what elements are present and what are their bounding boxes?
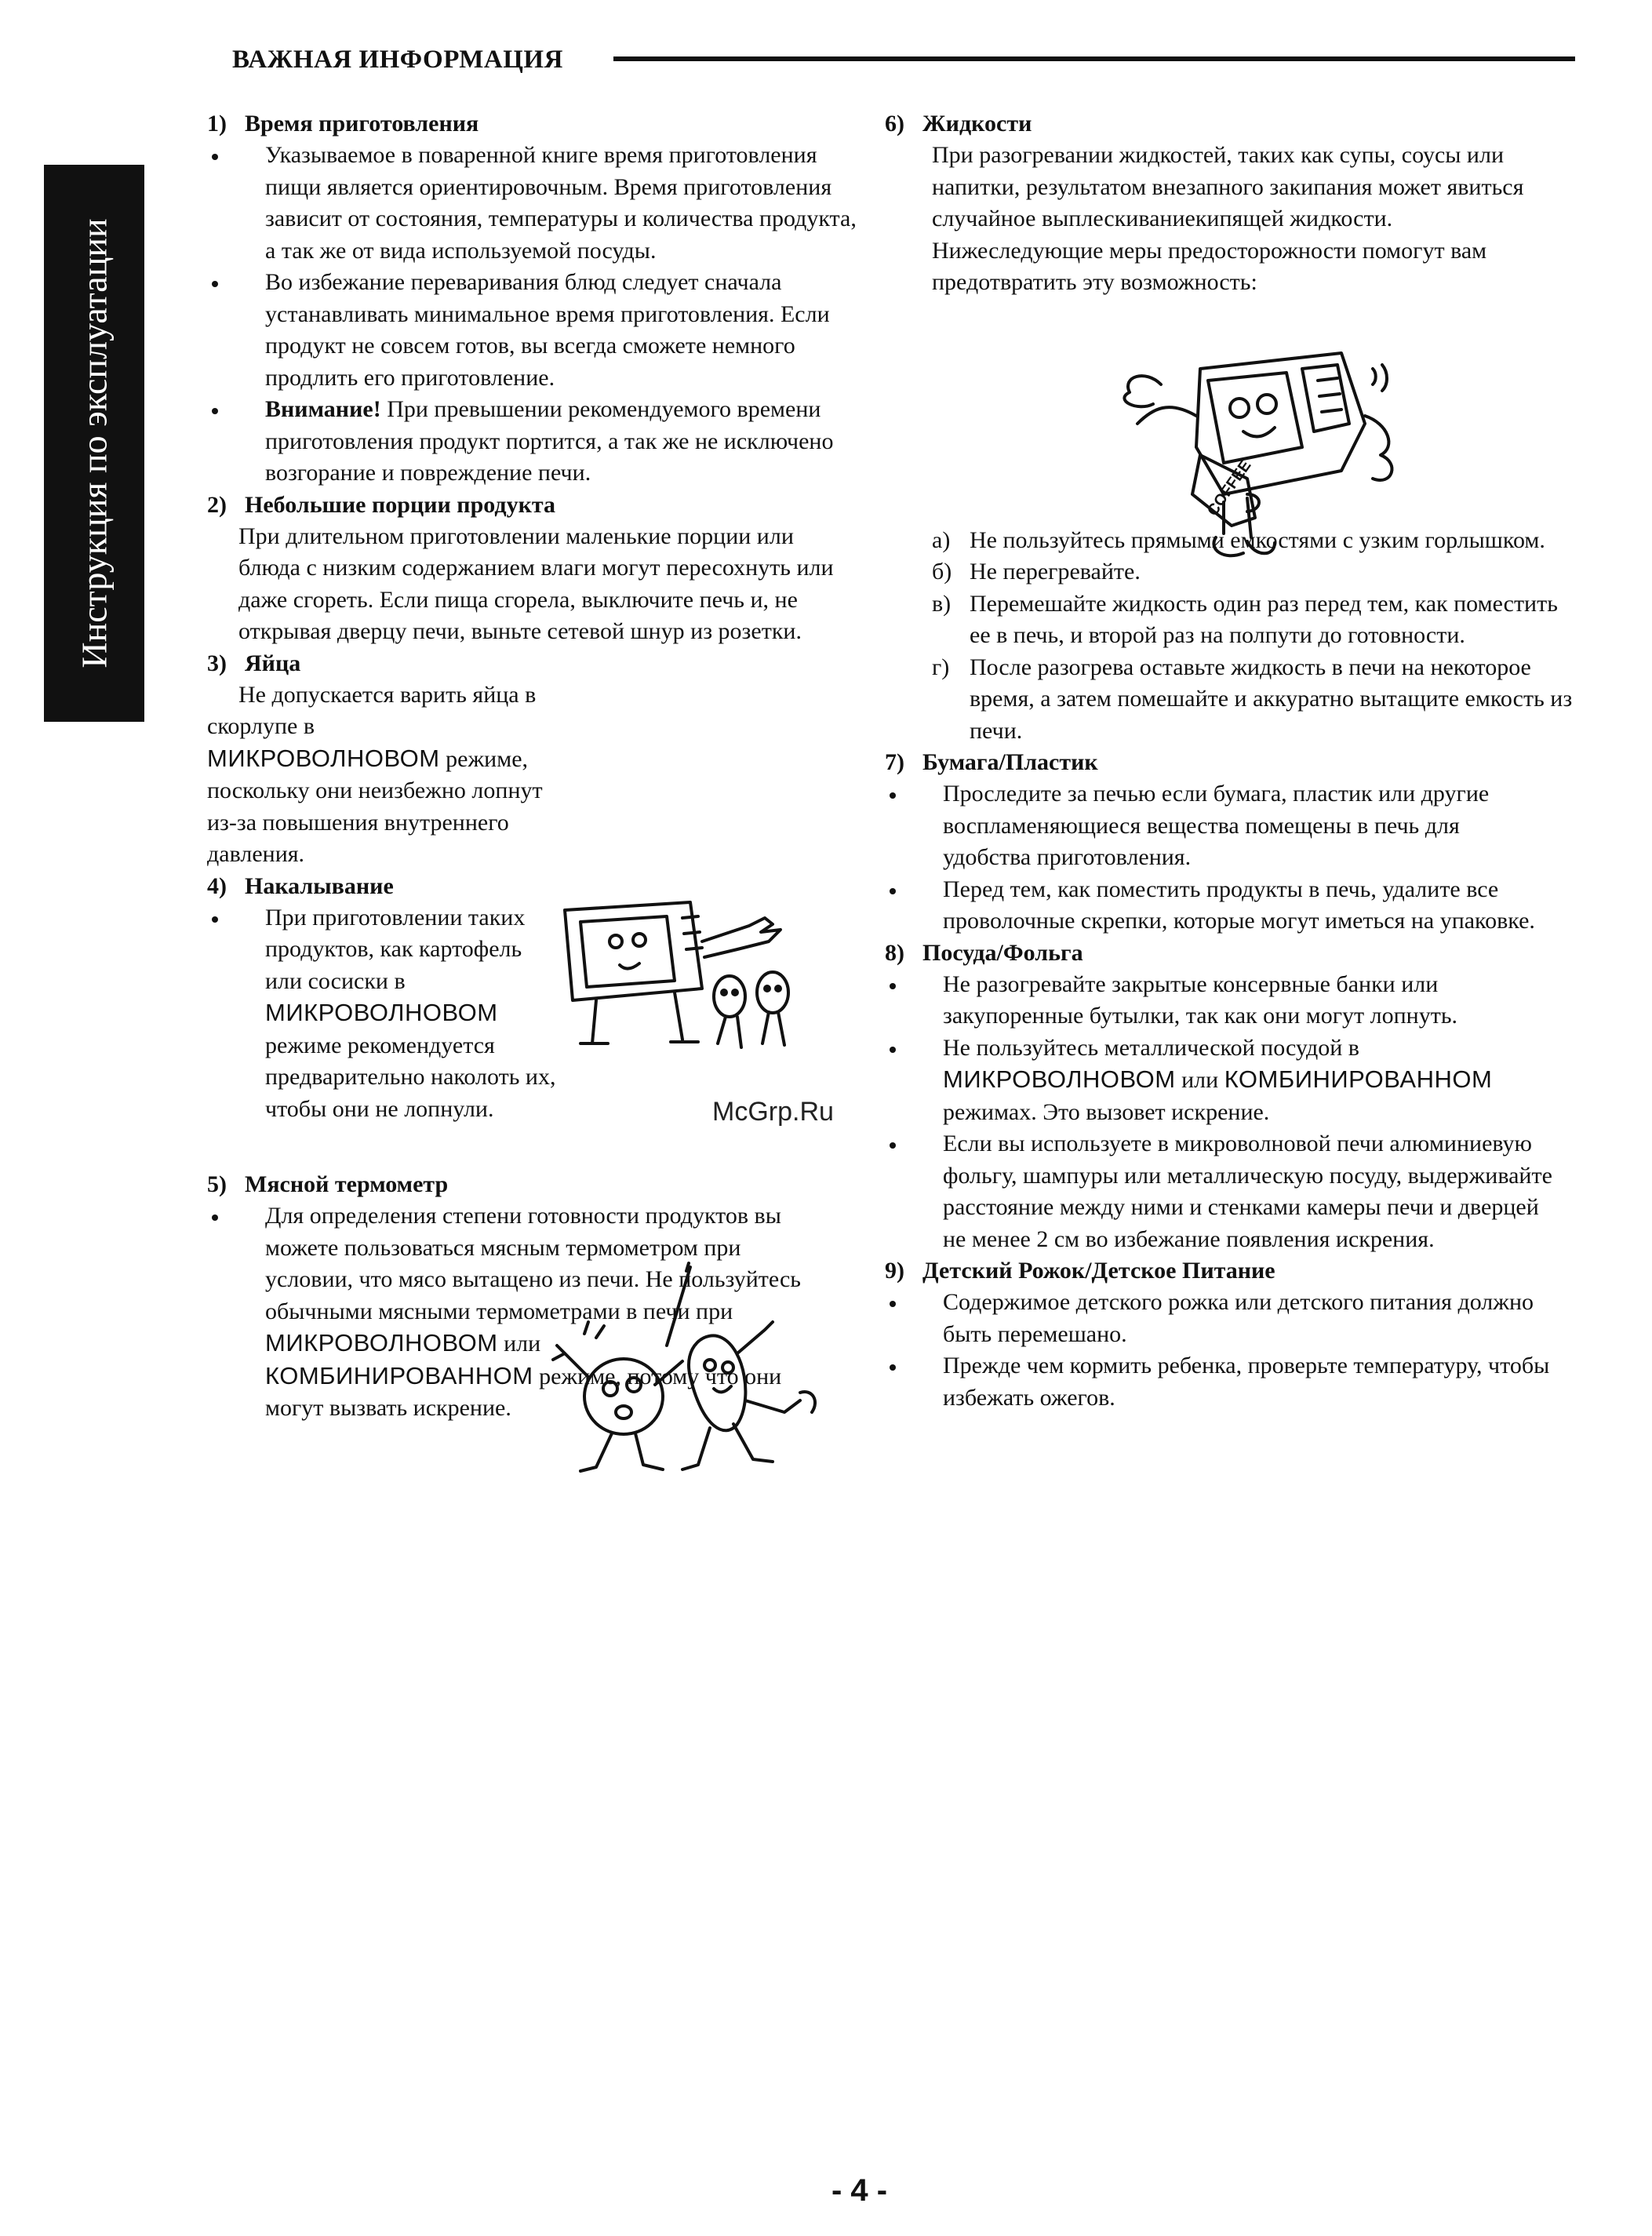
section-title: Время приготовления (245, 111, 479, 137)
section-title: Бумага/Пластик (922, 749, 1098, 775)
list-item-text: Не перегревайте. (970, 559, 1141, 584)
mode-name: МИКРОВОЛНОВОМ (207, 744, 440, 772)
list-item-text: Содержимое детского рожка или детского питания должно быть перемешано. (943, 1289, 1534, 1347)
mode-name: МИКРОВОЛНОВОМ (265, 999, 498, 1026)
sausage-potato-illustration (549, 1259, 847, 1487)
section-number: 8) (885, 939, 904, 966)
text-segment: режиме, поскольку они неизбежно лопнут из-за повышения внутреннего давления. (207, 745, 543, 867)
section-9-heading (885, 1255, 1575, 1287)
right-column (885, 108, 1575, 1414)
section-1-list (207, 140, 857, 490)
section-number: 4) (207, 872, 227, 899)
mode-name: КОМБИНИРОВАННОМ (1224, 1065, 1493, 1093)
section-8-heading (885, 938, 1575, 969)
list-item-text: Проследите за печью если бумага, пластик или другие воспламеняющиеся вещества помещены в печь для удобства приготовления. (943, 781, 1490, 870)
section-title: Накалывание (245, 872, 394, 899)
text-segment: режиме, потому что они могут вызвать искрение. (265, 1363, 782, 1421)
mug-label: COFFEE (1203, 457, 1255, 519)
step-letter: г) (932, 654, 950, 680)
page-title: ВАЖНАЯ ИНФОРМАЦИЯ (232, 46, 563, 74)
mode-name: КОМБИНИРОВАННОМ (265, 1361, 533, 1389)
microwave-coffee-illustration (1106, 337, 1435, 573)
text-segment: Не пользуйтесь металлической посудой в (943, 1034, 1359, 1061)
step-letter: а) (932, 526, 951, 553)
section-number: 6) (885, 111, 904, 137)
list-item-text: Перед тем, как поместить продукты в печь, удалите все проволочные скрепки, которые могут иметься на упаковке. (943, 876, 1535, 934)
section-7-list (885, 778, 1575, 938)
list-item-text: Указываемое в поваренной книге время приготовления пищи является ориентировочным. Время приготовления зависит от состояния, температуры и количества продукта, а так же от вида используемой посуды. (265, 142, 857, 264)
text-segment: режиме рекомендуется предварительно наколоть их, чтобы они не лопнули. (265, 1032, 556, 1122)
side-tab-label: Инструкция по эксплуатации (74, 218, 115, 668)
section-6-intro: При разогревании жидкостей, таких как супы, соусы или напитки, результатом внезапного закипания может явиться случайное выплескиваниекипящей жидкости. Нижеследующие меры предосторожности помогут вам предотвратить эту возможность: (932, 142, 1524, 295)
list-item-text: Не пользуйтесь прямыми емкостями с узким горлышком. (970, 526, 1545, 553)
section-6-heading (885, 108, 1575, 140)
mode-name: МИКРОВОЛНОВОМ (265, 1329, 498, 1357)
section-5-heading (207, 1169, 850, 1200)
list-item (885, 778, 1539, 874)
step-letter: б) (932, 559, 952, 584)
section-number: 2) (207, 491, 227, 518)
text-segment: Не допускается варить яйца в скорлупе в (207, 681, 537, 739)
list-item-text: Прежде чем кормить ребенка, проверьте температуру, чтобы избежать ожегов. (943, 1353, 1550, 1411)
list-item-text: Перемешайте жидкость один раз перед тем, как поместить ее в печь, и второй раз на полпути до готовности. (970, 590, 1558, 648)
section-9-list (885, 1287, 1575, 1414)
text-segment: или (504, 1331, 541, 1357)
section-number: 7) (885, 749, 904, 775)
section-title: Яйца (245, 650, 301, 676)
list-item-text: Не разогревайте закрытые консервные банки или закупоренные бутылки, так как они могут лопнуть. (943, 971, 1458, 1029)
list-item (885, 1350, 1555, 1414)
section-title: Небольшие порции продукта (245, 491, 555, 518)
text-segment: или (1181, 1067, 1219, 1093)
list-item-text: Если вы используете в микроволновой печи алюминиевую фольгу, шампуры или металлическую посуду, выдерживайте расстояние между ними и стенками камеры печи и дверцей не менее 2 см во избежание появления искрения. (943, 1131, 1552, 1252)
section-number: 9) (885, 1258, 904, 1284)
text-segment: При приготовлении таких продуктов, как картофель или сосиски в (265, 904, 526, 994)
list-item-text: При превышении рекомендуемого времени приготовления продукт портится, а так же не исключено возгорание и повреждение печи. (265, 396, 834, 486)
list-item (207, 394, 861, 490)
section-7-heading (885, 747, 1575, 778)
header-rule (613, 56, 1575, 61)
section-number: 1) (207, 111, 227, 137)
list-item (885, 874, 1539, 938)
section-1-heading (207, 108, 850, 140)
list-item (885, 1032, 1555, 1129)
list-item (885, 1287, 1555, 1350)
section-title: Мясной термометр (245, 1171, 449, 1197)
section-3-text (207, 679, 544, 871)
list-item (207, 902, 563, 1126)
section-8-list (885, 969, 1575, 1256)
list-item-text: Во избежание переваривания блюд следует сначала устанавливать минимальное время приготовления. Если продукт не совсем готов, вы всегда сможете немного продлить его приготовление. (265, 269, 830, 391)
list-item (207, 140, 861, 267)
text-segment: Для определения степени готовности продуктов вы можете пользоваться мясным термометром при условии, что мясо вытащено из печи. Не пользуйтесь обычными мясными термометрами в печи при (265, 1203, 801, 1324)
warning-label: Внимание! (265, 396, 381, 422)
page-number: - 4 - (831, 2173, 888, 2208)
mode-name: МИКРОВОЛНОВОМ (943, 1065, 1176, 1093)
list-item-text: После разогрева оставьте жидкость в печи на некоторое время, а затем помешайте и аккуратно вытащите емкость из печи. (970, 654, 1573, 744)
watermark: McGrp.Ru (712, 1097, 834, 1127)
microwave-eggs-illustration (549, 894, 816, 1059)
section-title: Детский Рожок/Детское Питание (922, 1258, 1275, 1284)
section-2-text: При длительном приготовлении маленькие порции или блюда с низким содержанием влаги могут пересохнуть или даже сгореть. Если пища сгорела, выключите печь и, не открывая дверцу печи, выньте сетевой шнур из розетки. (238, 523, 834, 644)
section-title: Жидкости (922, 111, 1032, 137)
section-number: 5) (207, 1171, 227, 1197)
section-2-heading (207, 490, 850, 521)
list-item (207, 267, 861, 394)
step-letter: в) (932, 590, 952, 617)
left-column (207, 108, 857, 1425)
list-item (885, 969, 1555, 1032)
section-number: 3) (207, 650, 227, 676)
section-title: Посуда/Фольга (922, 939, 1083, 966)
section-3-heading (207, 648, 850, 679)
list-item (885, 1128, 1555, 1255)
list-item (885, 652, 1575, 748)
text-segment: режимах. Это вызовет искрение. (943, 1098, 1270, 1125)
list-item (885, 588, 1575, 652)
